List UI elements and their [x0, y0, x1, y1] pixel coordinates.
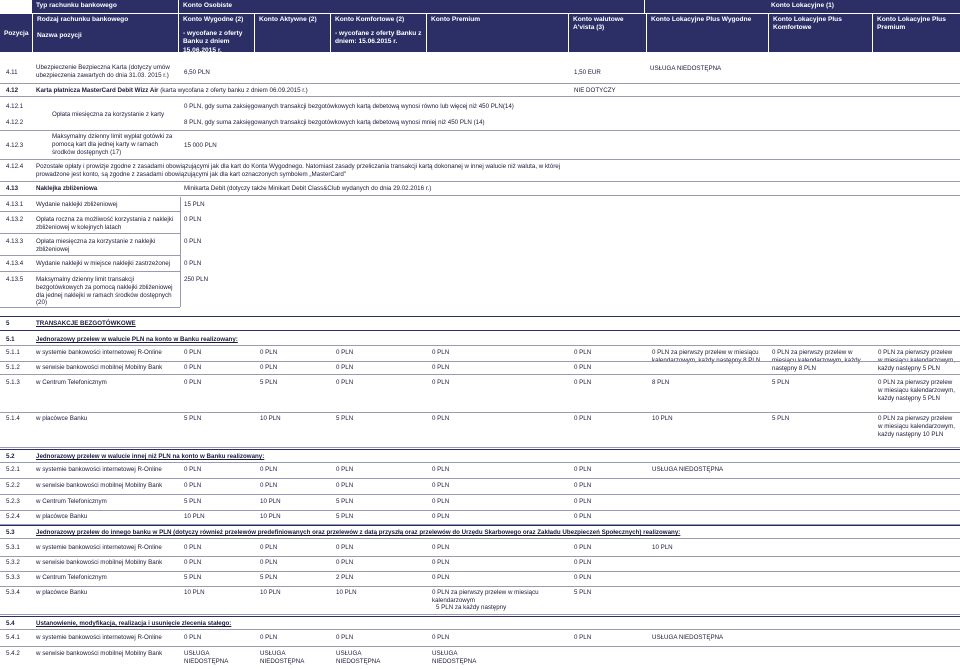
header-konto-osobiste: Konto Osobiste	[178, 0, 644, 13]
row-5-1-4-cell-2: 10 PLN	[260, 415, 281, 422]
row-5-3-4-cell-3: 10 PLN	[336, 589, 357, 596]
row-5-3-3-cell-3: 2 PLN	[336, 574, 354, 581]
header-konto-wygodne-note: - wycofane z oferty Banku z dniem 15.06.2015 r.	[183, 30, 243, 54]
row-5-1-3-cell-6: 8 PLN	[652, 379, 670, 386]
row-4-12-1-name: Opłata miesięczna za korzystanie z karty	[52, 111, 165, 118]
row-4-13-4-v: 0 PLN	[184, 260, 202, 267]
section-5-2-title: Jednorazowy przelew w walucie innej niż PLN na konto w Banku realizowany:	[36, 453, 265, 460]
row-5-3-2-cell-2: 0 PLN	[260, 559, 278, 566]
row-5-2-2-name: w serwisie bankowości mobilnej Mobilny Bank	[36, 482, 163, 489]
row-5-1-1-cell-7: 0 PLN za pierwszy przelew w miesiącu kalendarzowym, każdy następny 8 PLN	[772, 349, 861, 372]
row-4-13-4-num: 4.13.4	[6, 260, 24, 267]
row-5-3-4-num: 5.3.4	[6, 589, 20, 596]
row-4-11-v1: 6,50 PLN	[184, 69, 210, 76]
row-5-2-1-cell-1: 0 PLN	[184, 466, 202, 473]
row-4-13-2-num: 4.13.2	[6, 216, 24, 223]
row-5-1-1-cell-1: 0 PLN	[184, 349, 202, 356]
row-4-12-1-v: 0 PLN, gdy suma zaksięgowanych transakcji bezgotówkowych kartą debetową wynosi równo lub więcej niż 450 PLN(14)	[184, 103, 514, 110]
row-5-3-1-cell-1: 0 PLN	[184, 544, 202, 551]
row-4-13-name: Naklejka zbliżeniowa	[36, 185, 98, 192]
row-5-1-2-num: 5.1.2	[6, 364, 20, 371]
row-5-1-2-cell-1: 0 PLN	[184, 364, 202, 371]
row-4-13-1-name: Wydanie naklejki zbliżeniowej	[36, 201, 118, 208]
row-5-3-2-cell-3: 0 PLN	[336, 559, 354, 566]
row-5-2-4-cell-2: 10 PLN	[260, 513, 281, 520]
row-5-1-4-name: w placówce Banku	[36, 415, 88, 422]
row-5-2-3-cell-1: 5 PLN	[184, 498, 202, 505]
row-5-1-3-cell-5: 0 PLN	[574, 379, 592, 386]
row-5-4-1-cell-6: USŁUGA NIEDOSTĘPNA	[652, 634, 724, 641]
header-konto-wygodne	[178, 14, 254, 52]
header-lok-komfortowe: Konto Lokacyjne Plus Komfortowe	[768, 14, 872, 52]
row-4-12-2-v: 8 PLN, gdy suma zaksięgowanych transakcji bezgotówkowych kartą debetową wynosi mniej niż 450 PLN (14)	[184, 119, 485, 126]
row-5-4-1-cell-5: 0 PLN	[574, 634, 592, 641]
header-rodzaj-nazwa	[32, 14, 178, 52]
row-5-2-1-cell-3: 0 PLN	[336, 466, 354, 473]
row-5-2-3-num: 5.2.3	[6, 498, 20, 505]
row-5-1-4-cell-8: 0 PLN za pierwszy przelew w miesiącu kalendarzowym, każdy następny 10 PLN	[878, 415, 956, 438]
row-5-2-2-cell-1: 0 PLN	[184, 482, 202, 489]
header-konto-walutowe: Konto walutowe A'vista (3)	[568, 14, 646, 52]
row-5-1-4-cell-3: 5 PLN	[336, 415, 354, 422]
row-4-12-3-v: 15 000 PLN	[184, 142, 217, 149]
row-5-1-2-cell-3: 0 PLN	[336, 364, 354, 371]
row-4-12-num: 4.12	[6, 87, 19, 94]
header-konto-komfortowe	[330, 14, 426, 52]
row-4-13-1-v: 15 PLN	[184, 201, 205, 208]
row-5-2-3-cell-3: 5 PLN	[336, 498, 354, 505]
row-5-3-3-cell-1: 5 PLN	[184, 574, 202, 581]
row-5-1-1-num: 5.1.1	[6, 349, 20, 356]
row-5-2-3-cell-4: 0 PLN	[432, 498, 450, 505]
row-4-13-1-num: 4.13.1	[6, 201, 24, 208]
row-5-3-2-cell-5: 0 PLN	[574, 559, 592, 566]
row-5-4-2-num: 5.4.2	[6, 650, 20, 657]
row-4-12-title	[36, 87, 308, 95]
row-5-3-4-cell-5: 5 PLN	[574, 589, 592, 596]
row-5-4-2-cell-4: USŁUGA NIEDOSTĘPNA	[432, 650, 477, 665]
row-5-1-2-cell-2: 0 PLN	[260, 364, 278, 371]
row-5-3-3-cell-5: 0 PLN	[574, 574, 592, 581]
row-5-1-4-num: 5.1.4	[6, 415, 20, 422]
row-4-13-note: Minikarta Debit (dotyczy także Minikart Debit Class&Club wydanych do dnia 29.02.2016 r.)	[184, 185, 432, 192]
row-5-3-1-num: 5.3.1	[6, 544, 20, 551]
row-4-12-3-num: 4.12.3	[6, 142, 24, 149]
row-5-4-1-num: 5.4.1	[6, 634, 20, 641]
row-5-4-1-cell-1: 0 PLN	[184, 634, 202, 641]
row-4-11-num: 4.11	[6, 69, 18, 76]
row-5-3-3-cell-4: 0 PLN	[432, 574, 450, 581]
row-4-13-2-v: 0 PLN	[184, 216, 202, 223]
section-5-num: 5	[6, 320, 10, 327]
header-nazwa-pozycji: Nazwa pozycji	[37, 32, 82, 40]
row-5-1-4-cell-7: 5 PLN	[772, 415, 790, 422]
header-typ-rachunku: Typ rachunku bankowego	[32, 0, 178, 13]
row-5-1-1-cell-2: 0 PLN	[260, 349, 278, 356]
row-4-11-v3: USŁUGA NIEDOSTĘPNA	[650, 65, 722, 72]
row-5-1-1-cell-5: 0 PLN	[574, 349, 592, 356]
header-konto-aktywne: Konto Aktywne (2)	[254, 14, 330, 52]
section-5-title: TRANSAKCJE BEZGOTÓWKOWE	[36, 320, 136, 327]
row-5-1-3-cell-7: 5 PLN	[772, 379, 790, 386]
row-5-2-2-cell-2: 0 PLN	[260, 482, 278, 489]
section-5-2-num: 5.2	[6, 453, 15, 460]
row-5-4-2-cell-2: USŁUGA NIEDOSTĘPNA	[260, 650, 305, 665]
row-5-1-1-cell-4: 0 PLN	[432, 349, 450, 356]
row-5-1-2-name: w serwisie bankowości mobilnej Mobilny Bank	[36, 364, 163, 371]
row-5-3-2-name: w serwisie bankowości mobilnej Mobilny Bank	[36, 559, 163, 566]
row-5-1-2-cell-4: 0 PLN	[432, 364, 450, 371]
row-5-1-3-cell-1: 0 PLN	[184, 379, 202, 386]
row-4-13-5-v: 250 PLN	[184, 276, 209, 283]
row-4-13-3-num: 4.13.3	[6, 238, 24, 245]
row-5-1-1-cell-6: 0 PLN za pierwszy przelew w miesiącu kalendarzowym, każdy następny 8 PLN	[652, 349, 761, 364]
row-5-3-4-name: w placówce Banku	[36, 589, 88, 596]
row-5-2-4-name: w placówce Banku	[36, 513, 88, 520]
row-5-2-1-num: 5.2.1	[6, 466, 20, 473]
header-konto-wygodne-title: Konto Wygodne (2)	[183, 16, 244, 23]
row-4-12-2-num: 4.12.2	[6, 119, 24, 126]
row-4-13-2-name: Opłata roczna za możliwość korzystania z naklejki zbliżeniowej w kolejnych latach	[36, 216, 174, 231]
row-5-1-4-cell-5: 0 PLN	[574, 415, 592, 422]
header-konto-premium: Konto Premium	[426, 14, 568, 52]
row-5-2-2-cell-3: 0 PLN	[336, 482, 354, 489]
row-5-2-4-cell-1: 10 PLN	[184, 513, 205, 520]
row-5-2-2-num: 5.2.2	[6, 482, 20, 489]
section-5-4-num: 5.4	[6, 620, 15, 627]
row-5-2-3-name: w Centrum Telefonicznym	[36, 498, 107, 505]
row-5-3-2-cell-4: 0 PLN	[432, 559, 450, 566]
header-konto-komfortowe-note: - wycofane z oferty Banku z dniem: 15.06.2015 r.	[335, 30, 422, 46]
row-5-4-2-cell-3: USŁUGA NIEDOSTĘPNA	[336, 650, 381, 665]
section-5-3-num: 5.3	[6, 529, 15, 536]
row-5-1-4-cell-4: 0 PLN	[432, 415, 450, 422]
row-5-2-2-cell-5: 0 PLN	[574, 482, 592, 489]
row-4-12-4-num: 4.12.4	[6, 163, 24, 170]
row-5-3-4-cell-2: 10 PLN	[260, 589, 281, 596]
row-5-3-1-cell-5: 0 PLN	[574, 544, 592, 551]
row-5-2-4-cell-3: 5 PLN	[336, 513, 354, 520]
row-5-2-2-cell-4: 0 PLN	[432, 482, 450, 489]
row-5-1-4-cell-1: 5 PLN	[184, 415, 202, 422]
section-5-1-title: Jednorazowy przelew w walucie PLN na konto w Banku realizowany:	[36, 336, 238, 343]
header-rodzaj: Rodzaj rachunku bankowego	[37, 16, 129, 23]
row-5-1-3-name: w Centrum Telefonicznym	[36, 379, 107, 386]
row-5-1-3-cell-2: 5 PLN	[260, 379, 278, 386]
row-5-1-2-cell-5: 0 PLN	[574, 364, 592, 371]
row-4-12-name: Karta płatnicza MasterCard Debit Wizz Air	[36, 87, 159, 94]
row-4-13-5-num: 4.13.5	[6, 276, 24, 283]
row-5-3-2-num: 5.3.2	[6, 559, 20, 566]
row-5-2-1-name: w systemie bankowości internetowej R-Online	[36, 466, 162, 473]
header-konto-lokacyjne: Konto Lokacyjne (1)	[644, 0, 960, 13]
header-pozycja: Pozycja	[0, 14, 32, 52]
row-5-2-4-num: 5.2.4	[6, 513, 20, 520]
section-5-1-num: 5.1	[6, 336, 15, 343]
row-5-2-3-cell-5: 0 PLN	[574, 498, 592, 505]
row-5-3-3-name: w Centrum Telefonicznym	[36, 574, 107, 581]
row-5-3-4-cell-4: 0 PLN za pierwszy przelew w miesiącu kalendarzowym	[432, 589, 539, 604]
section-5-3-title: Jednorazowy przelew do innego banku w PLN (dotyczy również przelewów predefiniowanych oraz przelewów z datą przyszłą oraz przelewów do Urzędu Skarbowego oraz Zakładu Ubezpieczeń Społecznych) realizowany:	[36, 529, 681, 536]
row-5-3-3-cell-2: 5 PLN	[260, 574, 278, 581]
row-5-1-3-cell-8: 0 PLN za pierwszy przelew w miesiącu kalendarzowym, każdy następny 5 PLN	[878, 379, 956, 402]
row-5-4-1-cell-3: 0 PLN	[336, 634, 354, 641]
row-5-3-3-num: 5.3.3	[6, 574, 20, 581]
row-5-1-1-name: w systemie bankowości internetowej R-Online	[36, 349, 162, 356]
row-5-2-1-cell-5: 0 PLN	[574, 466, 592, 473]
row-5-2-1-cell-4: 0 PLN	[432, 466, 450, 473]
row-5-3-1-cell-3: 0 PLN	[336, 544, 354, 551]
header-lok-premium: Konto Lokacyjne Plus Premium	[872, 14, 960, 52]
row-5-1-4-cell-6: 10 PLN	[652, 415, 673, 422]
row-5-3-1-name: w systemie bankowości internetowej R-Online	[36, 544, 162, 551]
row-5-4-1-cell-4: 0 PLN	[432, 634, 450, 641]
row-4-12-4-text: Pozostałe opłaty i prowizje zgodne z zasadami obowiązującymi jak dla kart do Konta Wygodnego. Natomiast zasady przeliczania transakcji kartą dokonanej w innej walucie niż waluta, w której prowadzone jest konto, są zgodne z zasadami obowiązującymi jak dla kart oznaczonych symbolem „MasterCard"	[36, 163, 561, 178]
row-5-1-1-cell-8: 0 PLN za pierwszy przelew w miesiącu kalendarzowym, każdy następny 5 PLN	[878, 349, 956, 372]
row-4-12-3-name: Maksymalny dzienny limit wypłat gotówki za pomocą kart dla jednej karty w ramach środków dostępnych (17)	[52, 133, 173, 156]
section-5-4-title: Ustanowienie, modyfikacja, realizacja i usunięcie zlecenia stałego:	[36, 620, 232, 627]
row-5-2-1-cell-6: USŁUGA NIEDOSTĘPNA	[652, 466, 724, 473]
row-5-3-4-cell-1: 10 PLN	[184, 589, 205, 596]
row-5-2-4-cell-4: 0 PLN	[432, 513, 450, 520]
row-4-12-note: (karta wycofana z oferty banku z dniem 06.09.2015 r.)	[158, 87, 308, 94]
row-5-3-4-extra: 5 PLN za każdy następny	[436, 604, 507, 611]
row-5-3-1-cell-6: 10 PLN	[652, 544, 673, 551]
row-5-3-1-cell-2: 0 PLN	[260, 544, 278, 551]
row-5-4-1-name: w systemie bankowości internetowej R-Online	[36, 634, 162, 641]
row-4-12-1-num: 4.12.1	[6, 103, 24, 110]
row-4-11-name: Ubezpieczenie Bezpieczna Karta (dotyczy umów ubezpieczenia zawartych do dnia 31.03. 2015 r.)	[36, 64, 170, 79]
row-5-2-1-cell-2: 0 PLN	[260, 466, 278, 473]
row-4-11-v2: 1,50 EUR	[574, 69, 601, 76]
row-5-1-3-cell-3: 0 PLN	[336, 379, 354, 386]
row-5-4-2-name: w serwisie bankowości mobilnej Mobilny Bank	[36, 650, 163, 657]
row-4-13-5-name: Maksymalny dzienny limit transakcji bezgotówkowych za pomocą naklejki zbliżeniowej dla jednej naklejki w ramach środków dostępnych (20)	[36, 276, 173, 307]
header-lok-wygodne: Konto Lokacyjne Plus Wygodne	[646, 14, 768, 52]
row-5-3-1-cell-4: 0 PLN	[432, 544, 450, 551]
row-5-1-3-num: 5.1.3	[6, 379, 20, 386]
row-5-2-3-cell-2: 10 PLN	[260, 498, 281, 505]
row-4-13-3-name: Opłata miesięczna za korzystanie z naklejki zbliżeniowej	[36, 238, 156, 253]
row-5-3-2-cell-1: 0 PLN	[184, 559, 202, 566]
row-4-12-v: NIE DOTYCZY	[574, 87, 616, 94]
row-4-13-3-v: 0 PLN	[184, 238, 202, 245]
row-5-1-1-cell-3: 0 PLN	[336, 349, 354, 356]
row-4-13-num: 4.13	[6, 185, 19, 192]
row-5-4-2-cell-1: USŁUGA NIEDOSTĘPNA	[184, 650, 229, 665]
row-4-13-4-name: Wydanie naklejki w miejsce naklejki zastrzeżonej	[36, 260, 171, 267]
header-konto-komfortowe-title: Konto Komfortowe (2)	[335, 16, 405, 23]
row-5-2-4-cell-5: 0 PLN	[574, 513, 592, 520]
row-5-1-3-cell-4: 0 PLN	[432, 379, 450, 386]
row-5-4-1-cell-2: 0 PLN	[260, 634, 278, 641]
